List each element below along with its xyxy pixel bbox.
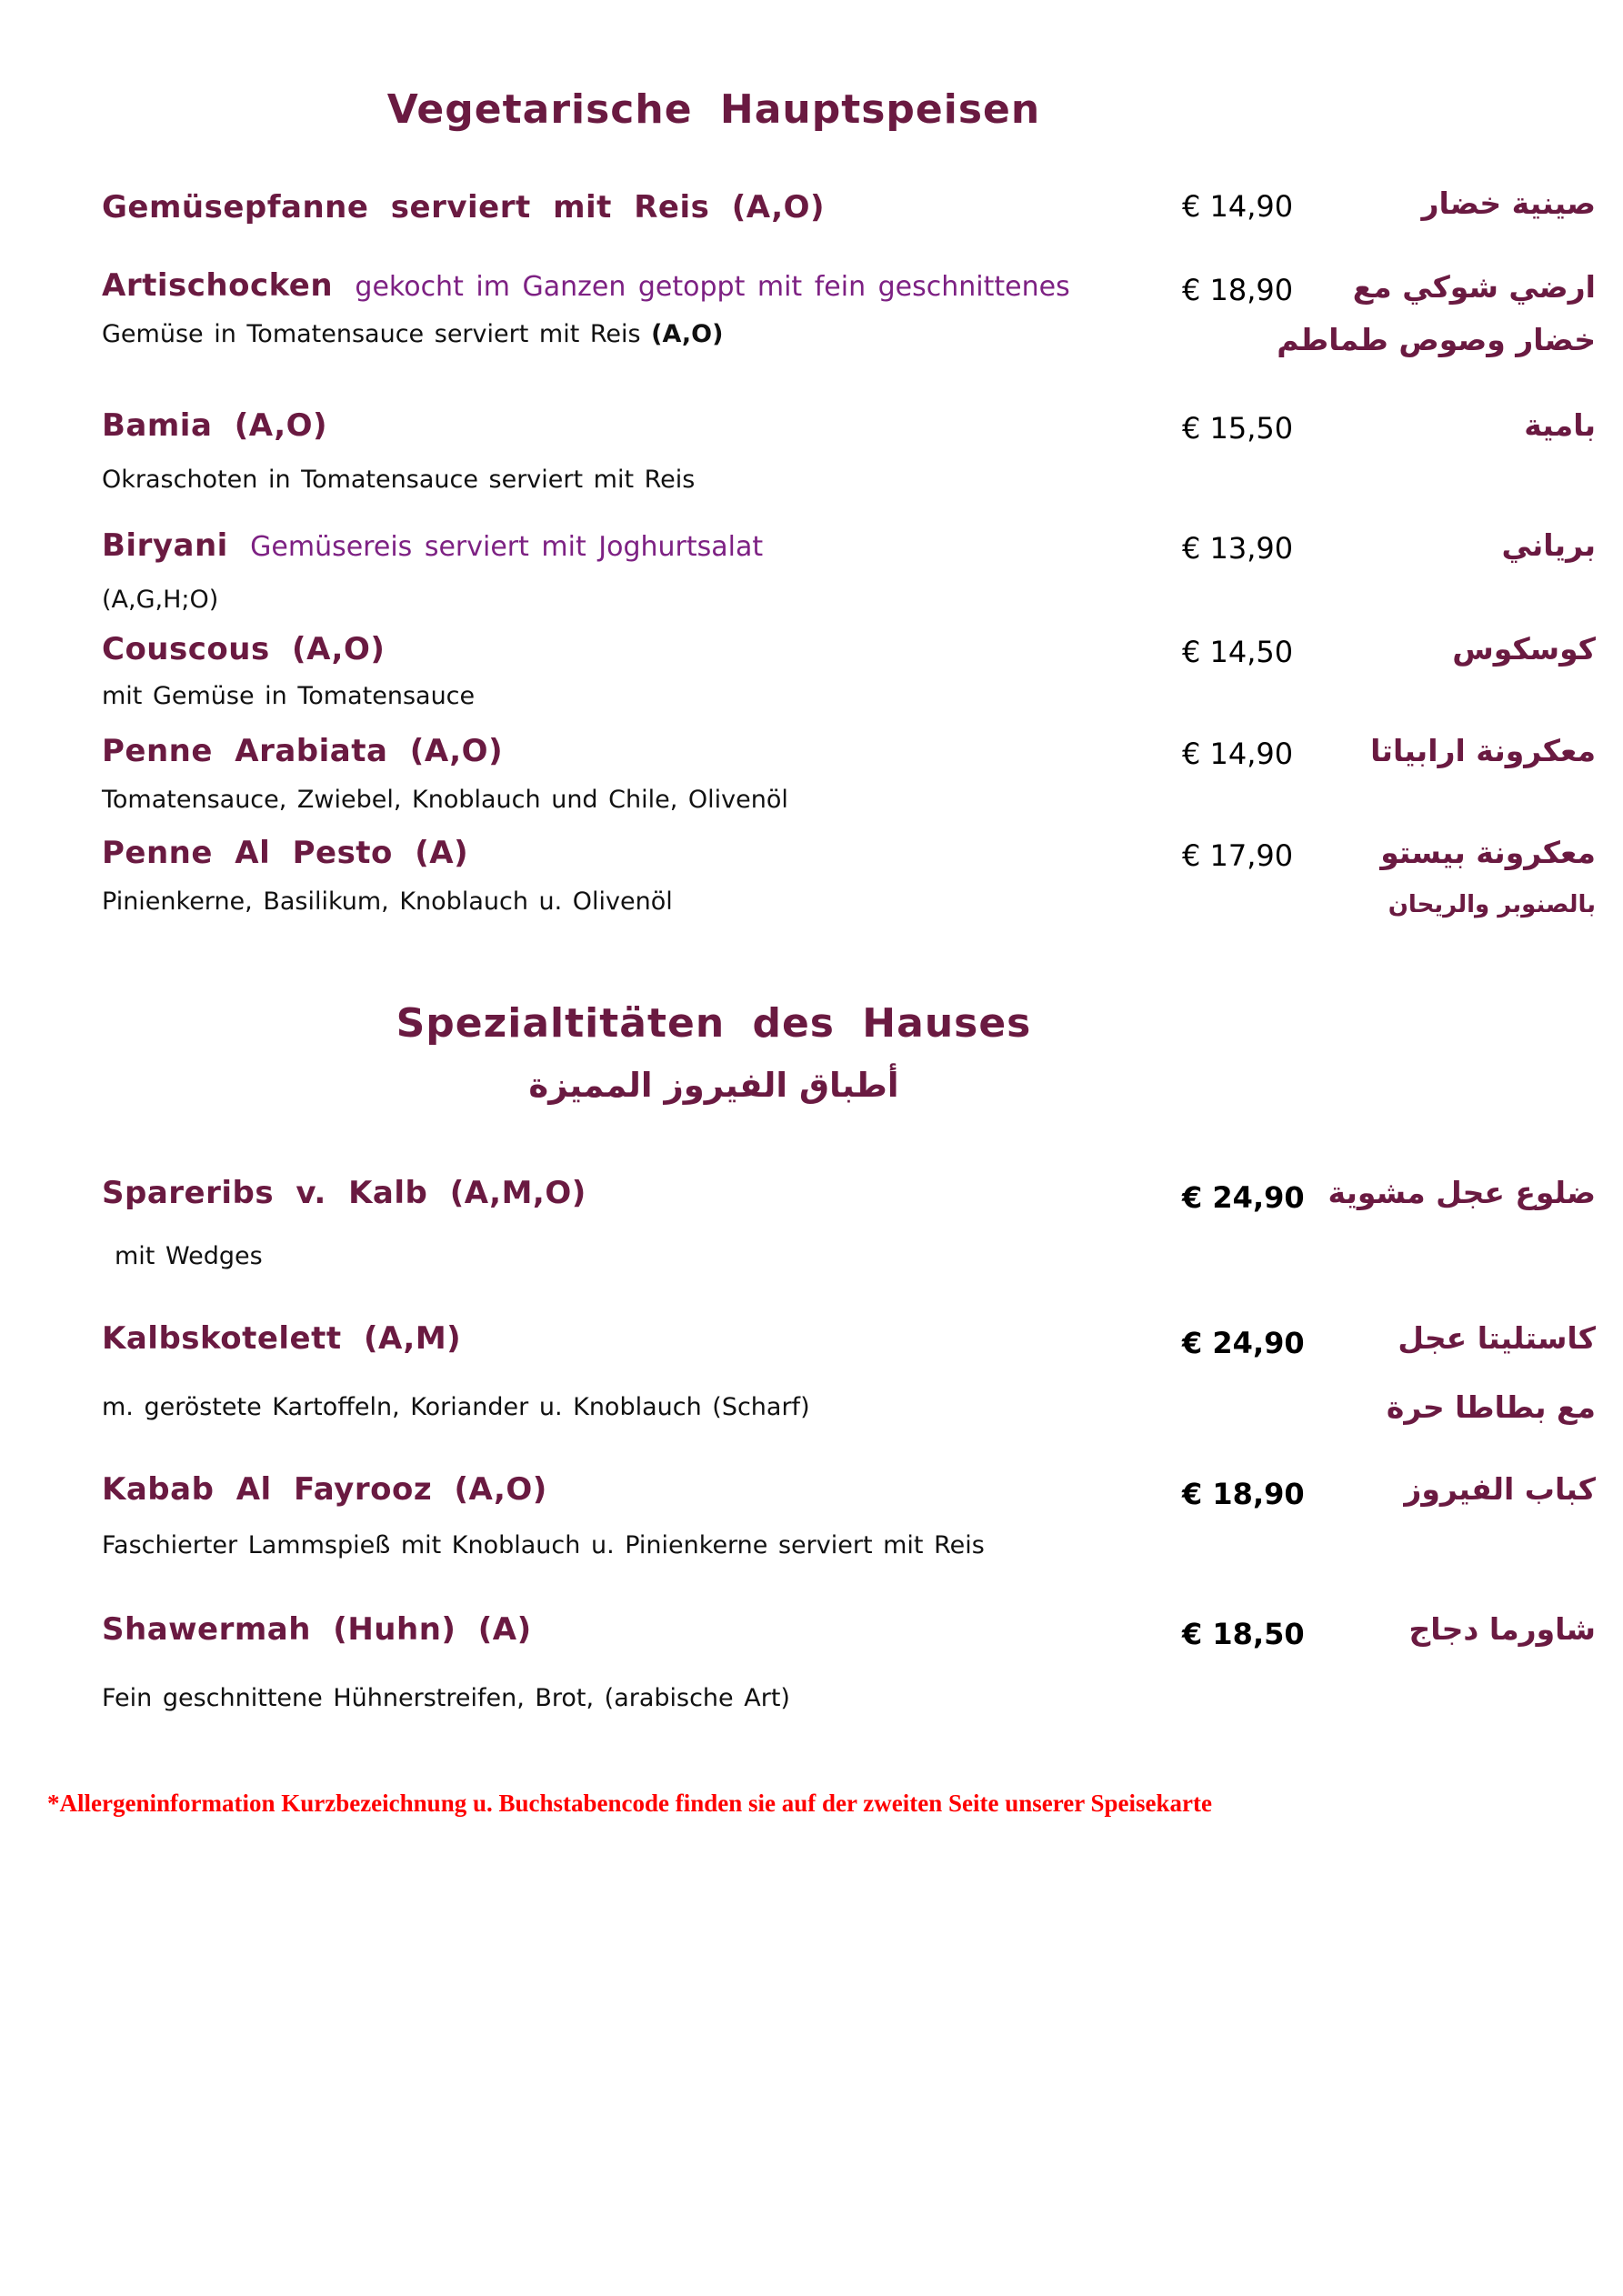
item-price-kalbskotelett: € 24,90 <box>1182 1326 1305 1360</box>
item-arabic-kalbskotelett-line1: كاستليتا عجل <box>1398 1320 1596 1356</box>
item-desc-biryani: (A,G,H;O) <box>102 586 219 614</box>
item-arabic-artischocken-line1: ارضي شوكي مع <box>1352 269 1596 305</box>
item-desc-couscous: mit Gemüse in Tomatensauce <box>102 682 476 710</box>
item-price-penne-arabiata: € 14,90 <box>1182 737 1294 771</box>
item-price-biryani: € 13,90 <box>1182 531 1294 566</box>
item-arabic-artischocken-line2: خضار وصوص طماطم <box>1277 322 1596 357</box>
item-desc-allergens: (A,O) <box>651 320 724 348</box>
item-arabic-penne-al-pesto-line2: بالصنوبر والريحان <box>1388 891 1596 918</box>
item-price-kabab-al-fayrooz: € 18,90 <box>1182 1477 1305 1511</box>
item-arabic-shawermah: شاورما دجاج <box>1408 1611 1596 1647</box>
item-desc-text: Gemüse in Tomatensauce serviert mit Reis <box>102 320 652 348</box>
item-arabic-spareribs: ضلوع عجل مشوية <box>1327 1175 1596 1210</box>
allergen-note: *Allergeninformation Kurzbezeichnung u. Buchstabencode finden sie auf der zweiten Seite unserer Speisekarte <box>47 1790 1212 1817</box>
item-arabic-biryani: برياني <box>1501 527 1596 563</box>
item-price-bamia: € 15,50 <box>1182 411 1294 446</box>
item-name-kalbskotelett: Kalbskotelett (A,M) <box>102 1320 462 1357</box>
item-desc-artischocken <box>102 320 723 348</box>
item-desc-bamia: Okraschoten in Tomatensauce serviert mit Reis <box>102 466 696 494</box>
item-arabic-kabab-al-fayrooz: كباب الفيروز <box>1404 1471 1596 1507</box>
item-arabic-couscous: كوسكوس <box>1452 631 1596 667</box>
item-desc-kabab-al-fayrooz: Faschierter Lammspieß mit Knoblauch u. Pinienkerne serviert mit Reis <box>102 1531 985 1559</box>
item-name-artischocken <box>102 267 1070 304</box>
item-arabic-penne-al-pesto-line1: معكرونة بيستو <box>1380 835 1596 870</box>
item-desc-kalbskotelett: m. geröstete Kartoffeln, Koriander u. Knoblauch (Scharf) <box>102 1393 810 1421</box>
section-title-spezialitaeten-des-hauses: Spezialtitäten des Hauses <box>396 1000 1032 1047</box>
item-name-shawermah: Shawermah (Huhn) (A) <box>102 1611 532 1648</box>
item-name-kabab-al-fayrooz: Kabab Al Fayrooz (A,O) <box>102 1471 547 1508</box>
item-desc-penne-al-pesto: Pinienkerne, Basilikum, Knoblauch u. Olivenöl <box>102 887 673 916</box>
item-price-penne-al-pesto: € 17,90 <box>1182 838 1294 873</box>
section-title-arabic: أطباق الفيروز المميزة <box>528 1066 899 1105</box>
item-arabic-bamia: بامية <box>1524 407 1596 443</box>
item-name-bamia: Bamia (A,O) <box>102 407 328 444</box>
item-name-gemuesepfanne: Gemüsepfanne serviert mit Reis (A,O) <box>102 189 826 226</box>
item-subtext: Gemüsereis serviert mit Joghurtsalat <box>250 531 764 563</box>
item-price-gemuesepfanne: € 14,90 <box>1182 189 1294 224</box>
item-desc-shawermah: Fein geschnittene Hühnerstreifen, Brot, (arabische Art) <box>102 1684 790 1712</box>
item-name-penne-arabiata: Penne Arabiata (A,O) <box>102 733 504 769</box>
item-price-spareribs: € 24,90 <box>1182 1180 1305 1215</box>
item-name-biryani <box>102 527 763 564</box>
item-price-shawermah: € 18,50 <box>1182 1617 1305 1651</box>
item-price-artischocken: € 18,90 <box>1182 273 1294 307</box>
item-price-couscous: € 14,50 <box>1182 635 1294 669</box>
item-arabic-penne-arabiata: معكرونة ارابياتا <box>1370 733 1596 768</box>
item-name-penne-al-pesto: Penne Al Pesto (A) <box>102 835 469 871</box>
item-desc-penne-arabiata: Tomatensauce, Zwiebel, Knoblauch und Chile, Olivenöl <box>102 786 788 814</box>
item-name-couscous: Couscous (A,O) <box>102 631 386 667</box>
item-name-text: Biryani <box>102 527 228 564</box>
item-name-text: Artischocken <box>102 267 334 304</box>
item-arabic-kalbskotelett-line2: مع بطاطا حرة <box>1386 1389 1596 1425</box>
item-desc-spareribs: mit Wedges <box>115 1242 263 1270</box>
item-name-spareribs: Spareribs v. Kalb (A,M,O) <box>102 1175 586 1211</box>
section-title-vegetarische-hauptspeisen: Vegetarische Hauptspeisen <box>386 86 1041 133</box>
item-arabic-gemuesepfanne: صينية خضار <box>1421 185 1596 221</box>
item-subtext: gekocht im Ganzen getoppt mit fein geschnittenes <box>355 271 1070 303</box>
